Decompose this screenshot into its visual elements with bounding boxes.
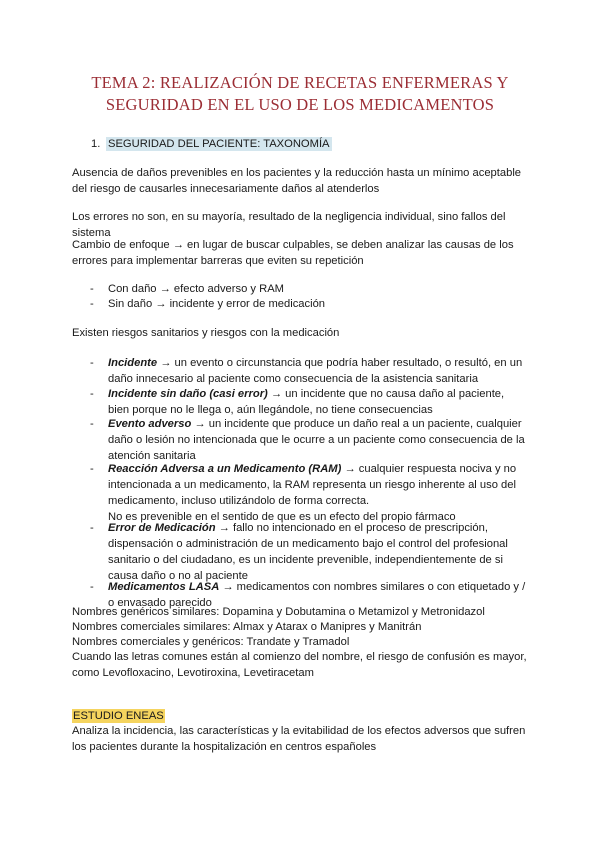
section-heading: SEGURIDAD DEL PACIENTE: TAXONOMÍA [108, 138, 330, 150]
list-item-casi-error [108, 386, 528, 418]
term-ram: Reacción Adversa a un Medicamento (RAM) [108, 463, 342, 475]
paragraph-focus-change: Cambio de enfoque → en lugar de buscar culpables, se deben analizar las causas de los errores para implementar barreras que eviten su repetición [72, 239, 514, 267]
paragraph-risks: Existen riesgos sanitarios y riesgos con la medicación [72, 327, 340, 339]
definition-casi-error: → un incidente que no causa daño al paciente, bien porque no le llega o, aún llegándole, no tiene consecuencias [108, 388, 505, 416]
list-bullet: - [90, 418, 94, 430]
term-error-medicacion: Error de Medicación [108, 522, 216, 534]
definition-incidente: → un evento o circunstancia que podría haber resultado, o resultó, en un daño innecesario al paciente como consecuencia de la asistencia sanitaria [108, 357, 523, 385]
title-line-2: SEGURIDAD EN EL USO DE LOS MEDICAMENTOS [105, 95, 495, 114]
definition-ram: → cualquier respuesta nociva y no intencionada a un medicamento, la RAM representa un riesgo inherente al uso del medicamento, incluso utilizándolo de forma correcta. [108, 463, 517, 507]
document-title [60, 72, 540, 116]
lasa-note-prefix: Cuando las letras comunes están al comienzo del nombre, el riesgo de confusión es mayor, como Levofloxacino, Levotiroxina, Levetiracetam [72, 651, 527, 679]
paragraph-definition: Ausencia de daños prevenibles en los pacientes y la reducción hasta un mínimo aceptable del riesgo de causarles innecesariamente daños al atenderlos [72, 167, 522, 195]
term-casi-error: Incidente sin daño (casi error) [108, 388, 268, 400]
list-item-error-medicacion [108, 520, 528, 584]
note-ram: No es prevenible en el sentido de que es un efecto del propio fármaco [108, 511, 456, 523]
list-item-ram [108, 461, 528, 525]
list-bullet: - [90, 357, 94, 369]
title-line-1: TEMA 2: REALIZACIÓN DE RECETAS ENFERMERAS Y [91, 73, 509, 92]
term-evento-adverso: Evento adverso [108, 418, 192, 430]
lasa-note-generic: Nombres genéricos similares: Dopamina y Dobutamina o Metamizol y Metronidazol [72, 606, 485, 618]
list-item-evento-adverso [108, 416, 528, 464]
list-bullet: - [90, 388, 94, 400]
list-item-incidente [108, 355, 528, 387]
section-number: 1. [91, 138, 101, 150]
paragraph-errors: Los errores no son, en su mayoría, resultado de la negligencia individual, sino fallos del sistema [72, 211, 506, 239]
lasa-note-commercial: Nombres comerciales similares: Almax y Atarax o Manipres y Manitrán [72, 621, 422, 633]
eneas-heading: ESTUDIO ENEAS [73, 710, 164, 722]
list-item-with-damage: Con daño → efecto adverso y RAM [108, 283, 284, 295]
list-item-without-damage: Sin daño → incidente y error de medicación [108, 298, 326, 310]
list-bullet: - [90, 581, 94, 593]
list-bullet: - [90, 522, 94, 534]
term-lasa: Medicamentos LASA [108, 581, 220, 593]
definition-error-medicacion: → fallo no intencionado en el proceso de prescripción, dispensación o administración de un medicamento bajo el control del profesional sanitario o del ciudadano, es un incidente prevenible, independientemente de si causa daño o no al paciente [108, 522, 508, 582]
definition-lasa: → medicamentos con nombres similares o con etiquetado y / o envasado parecido [108, 581, 526, 609]
list-bullet: - [90, 463, 94, 475]
definition-evento-adverso: → un incidente que produce un daño real a un paciente, cualquier daño o lesión no intencionada que le ocurre a un paciente como consecuencia de la atención sanitaria [108, 418, 525, 462]
list-bullet: - [90, 283, 94, 295]
list-bullet: - [90, 298, 94, 310]
eneas-description: Analiza la incidencia, las características y la evitabilidad de los efectos adversos que sufren los pacientes durante la hospitalización en centros españoles [72, 725, 526, 753]
term-incidente: Incidente [108, 357, 158, 369]
lasa-note-mixed: Nombres comerciales y genéricos: Trandate y Tramadol [72, 636, 350, 648]
